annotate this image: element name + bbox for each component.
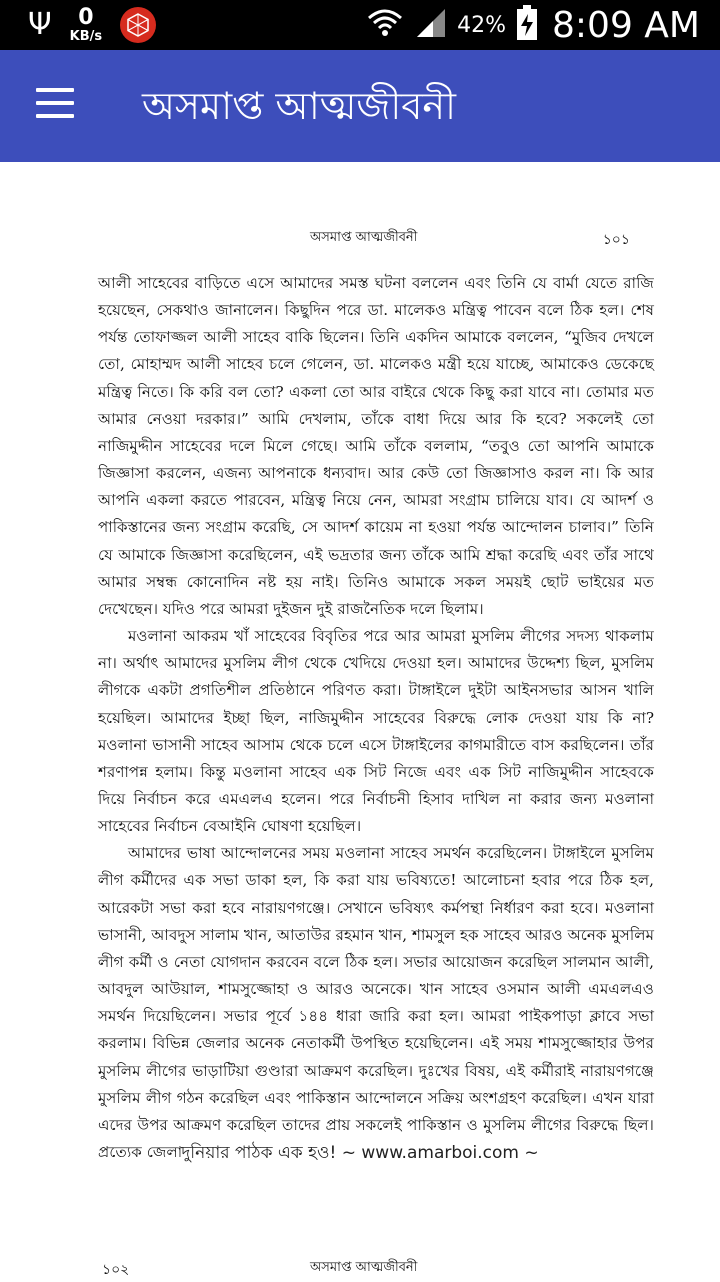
- wifi-icon: [367, 8, 403, 42]
- network-speed: [70, 7, 102, 43]
- usb-icon: Ψ: [28, 7, 52, 42]
- status-bar: [0, 0, 720, 50]
- page-body: [98, 270, 654, 1166]
- paragraph: মওলানা আকরম খাঁ সাহেবের বিবৃতির পরে আর আমরা মুসলিম লীগের সদস্য থাকলাম না। অর্থাৎ আমাদের মুসলিম লীগ থেকে খেদিয়ে দেওয়া হল। আমাদের উদ্দেশ্য ছিল, মুসলিম লীগকে একটা প্রগতিশীল প্রতিষ্ঠানে পরিণত করা। টাঙ্গাইলে দুইটা আইনসভার আসন খালি হয়েছিল। আমাদের ইচ্ছা ছিল, নাজিমুদ্দীন সাহেবের বিরুদ্ধে লোক দেওয়া যায় কি না? মওলানা ভাসানী সাহেব আসাম থেকে চলে এসে টাঙ্গাইলের কাগমারীতে বাস করছিলেন। তাঁর শরণাপন্ন হলাম। কিন্তু মওলানা সাহেব এক সিট নিজে এবং এক সিট নাজিমুদ্দীন সাহেবকে দিয়ে নির্বাচন করে এমএলএ হলেন। পরে নির্বাচনী হিসাব দাখিল না করার জন্য মওলানা সাহেবের নির্বাচন বেআইনি ঘোষণা হয়েছিল।: [98, 627, 654, 836]
- running-head-title: অসমাপ্ত আত্মজীবনী: [310, 230, 418, 245]
- signal-icon: [413, 7, 447, 43]
- paragraph: আমাদের ভাষা আন্দোলনের সময় মওলানা সাহেব সমর্থন করেছিলেন। টাঙ্গাইলে মুসলিম লীগ কর্মীদের এক সভা ডাকা হল, কি করা যায় ভবিষ্যতে! আলোচনা হবার পরে ঠিক হল, আরেকটা সভা করা হবে নারায়ণগঞ্জে। সেখানে ভবিষ্যৎ কর্মপন্থা নির্ধারণ করা হবে। মওলানা ভাসানী, আবদুস সালাম খান, আতাউর রহমান খান, শামসুল হক সাহেব আরও অনেক মুসলিম লীগ কর্মী ও নেতা যোগদান করবেন বলে ঠিক হল। সভার আয়োজন করেছিল সালমান আলী, আবদুল আউয়াল, শামসুজ্জোহা ও আরও অনেকে। খান সাহেব ওসমান আলী এমএলএও সমর্থন দিয়েছিলেন। সভার পূর্বে ১৪৪ ধারা জারি করা হল। আমরা পাইকপাড়া ক্লাবে সভা করলাম। বিভিন্ন জেলার অনেক নেতাকর্মী উপস্থিত হয়েছিলেন। এই সময় শামসুজ্জোহার উপর মুসলিম লীগের ভাড়াটিয়া গুণ্ডারা আক্রমণ করেছিল। দুঃখের বিষয়, এই কর্মীরাই নারায়ণগঞ্জে মুসলিম লীগ গঠন করেছিল এবং পাকিস্তান আন্দোলনে সক্রিয় অংশগ্রহণ করেছিল। এখন যারা এদের উপর আক্রমণ করেছিল তাদের প্রায় সকলেই পাকিস্তান ও মুসলিম লীগের বিরুদ্ধে ছিল। প্রত্যেক জেলা: [98, 844, 654, 1161]
- network-speed-unit: KB/s: [69, 29, 103, 44]
- book-page[interactable]: [0, 162, 720, 1280]
- running-head: [0, 228, 720, 252]
- menu-icon[interactable]: [36, 88, 74, 122]
- battery-percent: 42%: [457, 12, 507, 38]
- app-notification-icon: [120, 7, 156, 43]
- clock: 8:09 AM: [552, 4, 700, 46]
- battery-icon: [516, 5, 538, 45]
- status-right: [367, 0, 700, 50]
- app-bar: [0, 50, 720, 162]
- next-page-number: ১০২: [102, 1262, 130, 1278]
- page-number: ১০১: [602, 232, 630, 248]
- app-title: অসমাপ্ত আত্মজীবনী: [142, 84, 456, 128]
- next-running-head: অসমাপ্ত আত্মজীবনী: [310, 1260, 418, 1275]
- network-speed-value: 0: [78, 5, 94, 30]
- page-footer: দুনিয়ার পাঠক এক হও! ~ www.amarboi.com ~: [181, 1143, 539, 1163]
- status-left: [28, 6, 156, 44]
- paragraph: আলী সাহেবের বাড়িতে এসে আমাদের সমস্ত ঘটনা বললেন এবং তিনি যে বার্মা যেতে রাজি হয়েছেন, সেকথাও জানালেন। কিছুদিন পরে ডা. মালেকও মন্ত্রিত্ব পাবেন বলে ঠিক হল। শেষ পর্যন্ত তোফাজ্জল আলী সাহেব বাকি ছিলেন। তিনি একদিন আমাকে বললেন, “মুজিব দেখলে তো, মোহাম্মদ আলী সাহেব চলে গেলেন, ডা. মালেকও মন্ত্রী হয়ে যাচ্ছে, আমাকেও ডেকেছে মন্ত্রিত্ব নিতে। কি করি বল তো? একলা তো আর বাইরে থেকে কিছু করা যাবে না। তোমার মত আমার নেওয়া দরকার।” আমি দেখলাম, তাঁকে বাধা দিয়ে আর কি হবে? সকলেই তো নাজিমুদ্দীন সাহেবের দলে মিলে গেছে। আমি তাঁকে বললাম, “তবুও তো আপনি আমাকে জিজ্ঞাসা করলেন, এজন্য আপনাকে ধন্যবাদ। আর কেউ তো জিজ্ঞাসাও করল না। কি আর আপনি একলা করতে পারবেন, মন্ত্রিত্ব নিয়ে নেন, আমরা সংগ্রাম চালিয়ে যাব। যে আদর্শ ও পাকিস্তানের জন্য সংগ্রাম করেছি, সে আদর্শ কায়েম না হওয়া পর্যন্ত আন্দোলন চালাব।” তিনি যে আমাকে জিজ্ঞাসা করেছিলেন, এই ভদ্রতার জন্য তাঁকে আমি শ্রদ্ধা করেছি এবং তাঁর সাথে আমার সম্বন্ধ কোনোদিন নষ্ট হয় নাই। তিনিও আমাকে সকল সময়ই ছোট ভাইয়ের মত দেখেছেন। যদিও পরে আমরা দুইজন দুই রাজনৈতিক দলে ছিলাম।: [98, 274, 654, 618]
